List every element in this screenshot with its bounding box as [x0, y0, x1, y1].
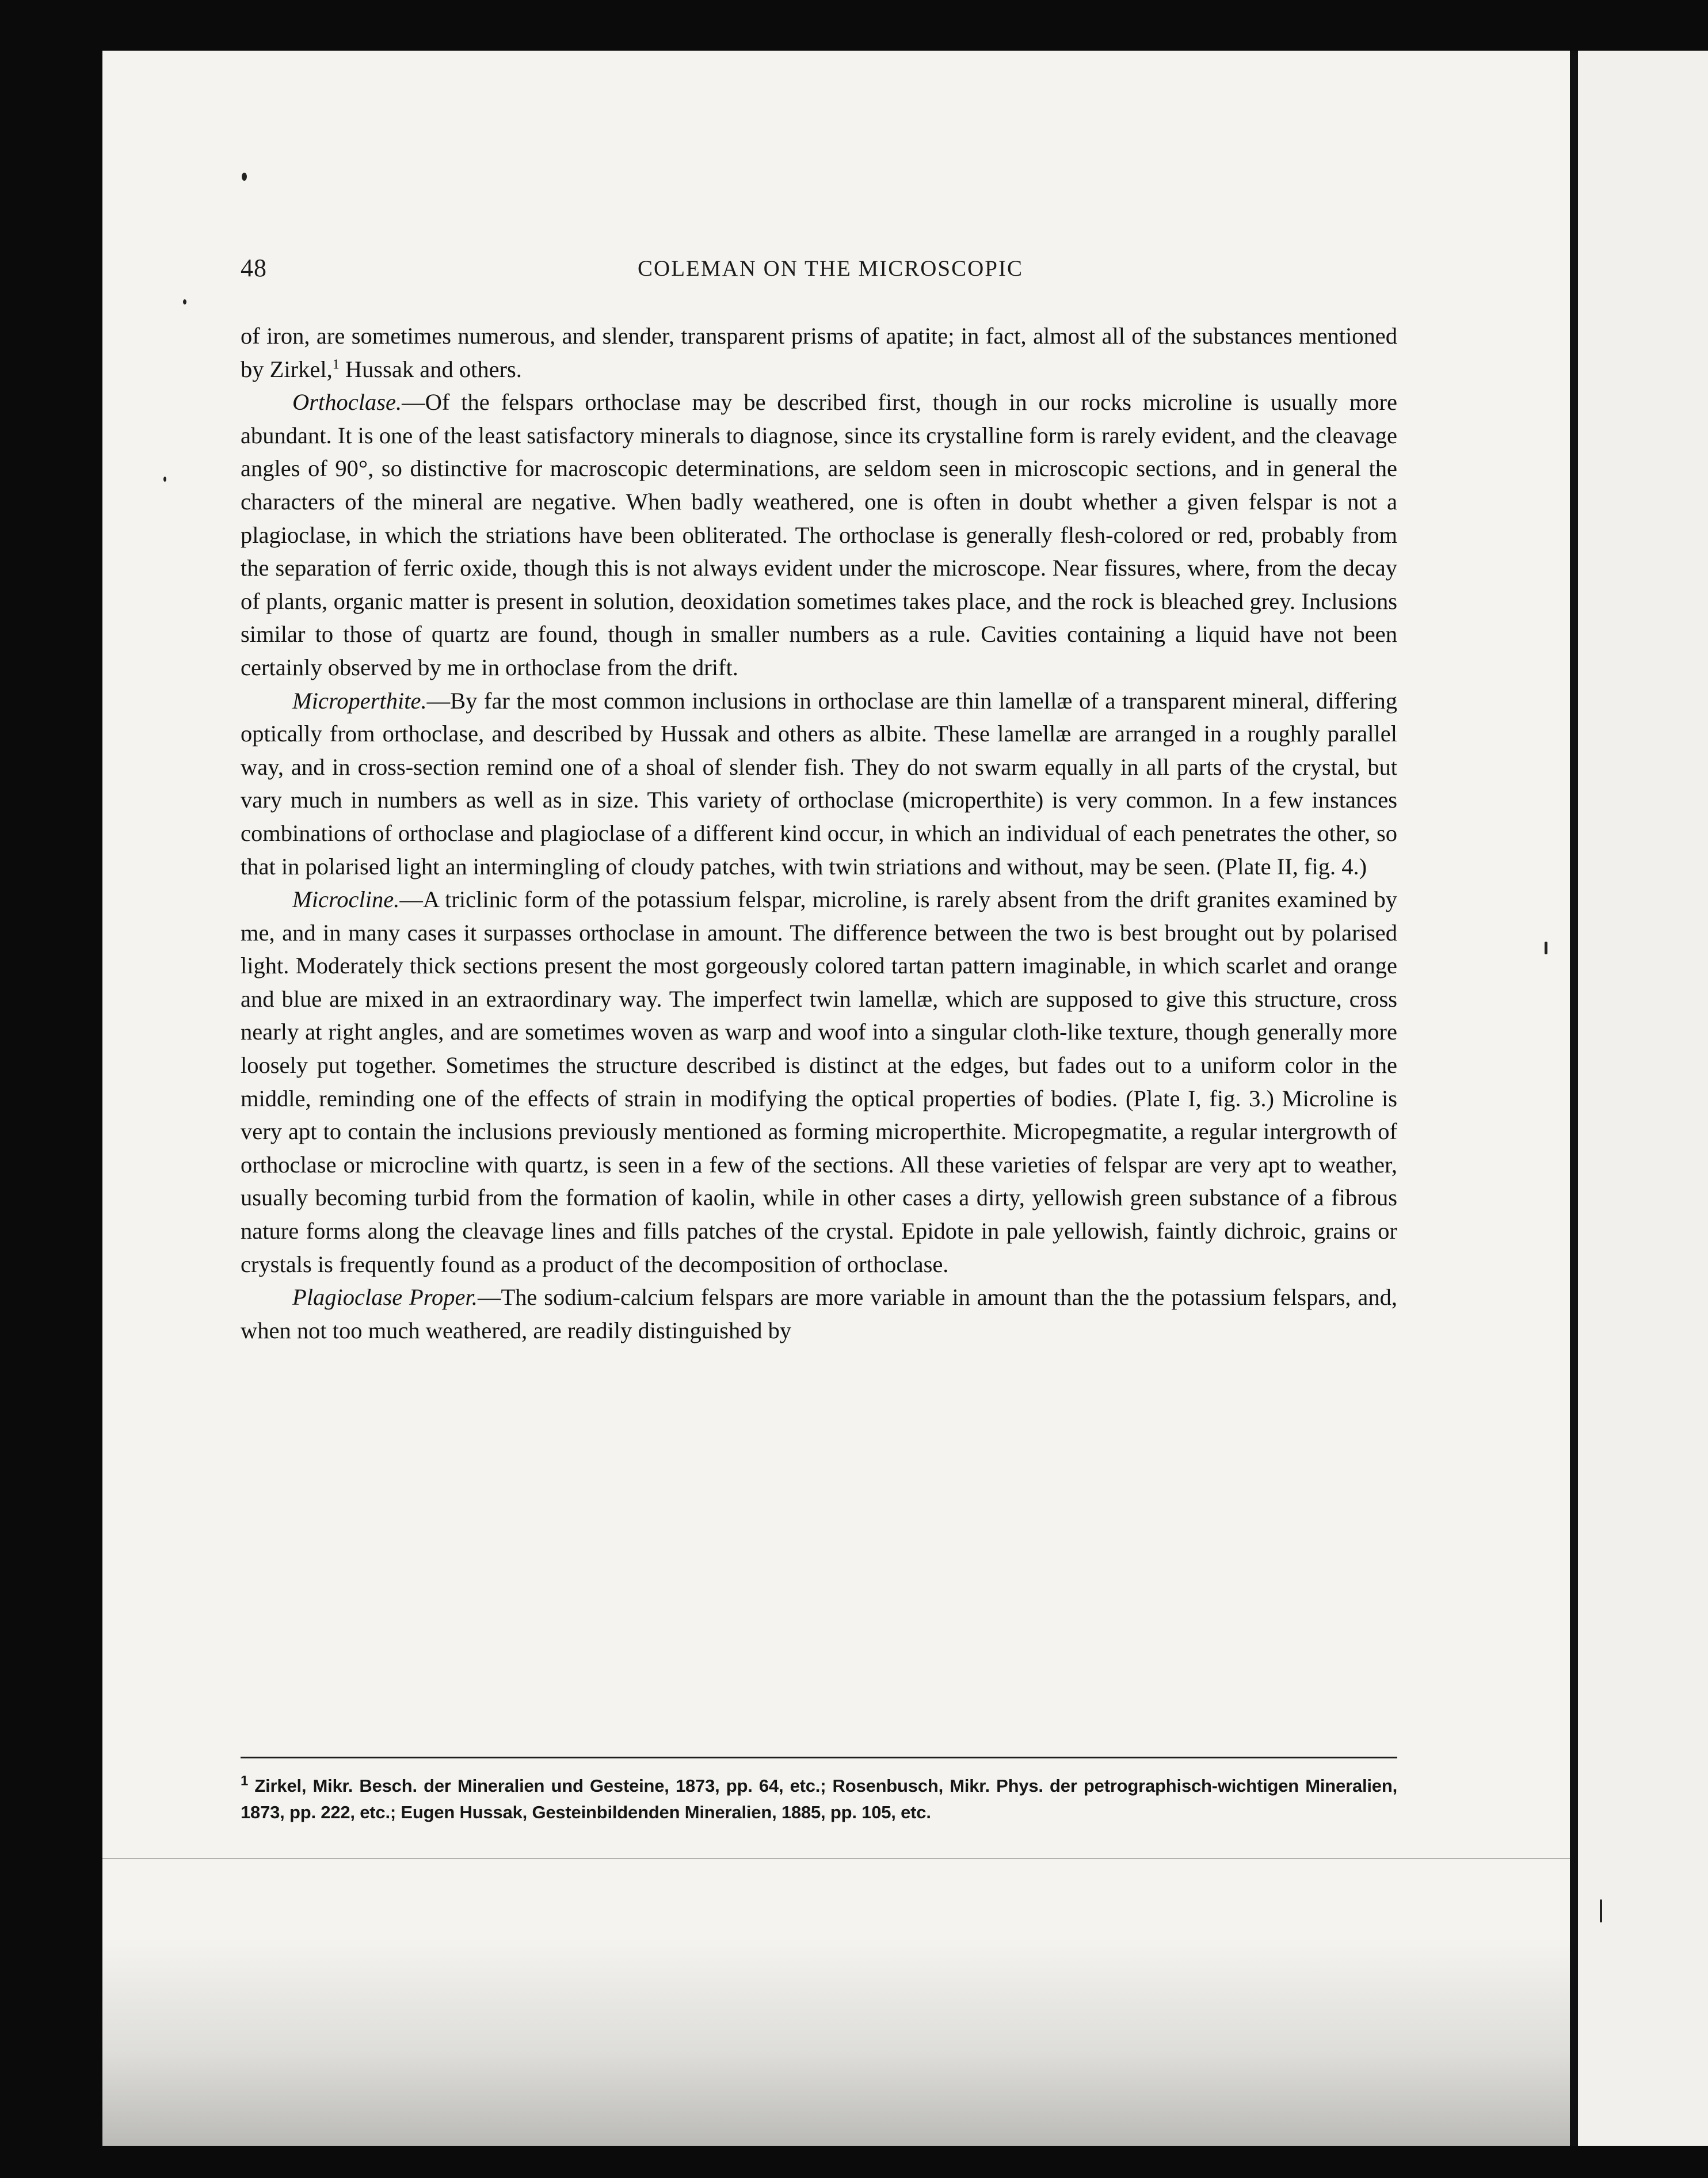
scan-speck	[242, 173, 247, 181]
facing-page-edge	[1578, 51, 1708, 2146]
footnote-text: Zirkel, Mikr. Besch. der Mineralien und Gesteine, 1873, pp. 64, etc.; Rosenbusch, Mikr. Phys. der petrographisch-wichtigen Mineralien, 1873, pp. 222, etc.; Eugen Hussak, Gesteinbildenden Mineralien, 1885, pp. 105, etc.	[241, 1776, 1397, 1822]
paragraph-text: —Of the felspars orthoclase may be described first, though in our rocks microline is usually more abundant. It is one of the least satisfactory minerals to diagnose, since its crystalline form is rarely evident, and the cleavage angles of 90°, so distinctive for macroscopic determinations, are seldom seen in microscopic sections, and in general the characters of the mineral are negative. When badly weathered, one is often in doubt whether a given felspar is not a plagioclase, in which the striations have been obliterated. The orthoclase is generally flesh-colored or red, probably from the separation of ferric oxide, though this is not always evident under the microscope. Near fissures, where, from the decay of plants, organic matter is present in solution, deoxidation sometimes takes place, and the rock is bleached grey. Inclusions similar to those of quartz are found, though in smaller numbers as a rule. Cavities containing a liquid have not been certainly observed by me in orthoclase from the drift.	[241, 389, 1397, 680]
scan-speck	[183, 299, 186, 304]
scan-speck	[163, 477, 166, 482]
paragraph-text: —A triclinic form of the potassium felspar, microline, is rarely absent from the drift granites examined by me, and in many cases it surpasses orthoclase in amount. The difference between the two is best brought out by polarised light. Moderately thick sections present the most gorgeously colored tartan pattern imaginable, in which scarlet and orange and blue are mixed in an extraordinary way. The imperfect twin lamellæ, which are supposed to give this structure, cross nearly at right angles, and are sometimes woven as warp and woof into a singular cloth-like texture, though generally more loosely put together. Sometimes the structure described is distinct at the edges, but fades out to a uniform color in the middle, reminding one of the effects of strain in modifying the optical properties of bodies. (Plate I, fig. 3.) Microline is very apt to contain the inclusions previously mentioned as forming microperthite. Micropegmatite, a regular intergrowth of orthoclase or microcline with quartz, is seen in a few of the sections. All these varieties of felspar are very apt to weather, usually becoming turbid from the formation of kaolin, while in other cases a dirty, yellowish green substance of a fibrous nature forms along the cleavage lines and fills patches of the crystal. Epidote in pale yellowish, faintly dichroic, grains or crystals is frequently found as a product of the decomposition of orthoclase.	[241, 886, 1397, 1277]
running-head: COLEMAN ON THE MICROSCOPIC	[638, 256, 1023, 281]
section-heading: Microcline.	[292, 886, 400, 913]
page-header	[241, 253, 1397, 294]
paragraph-microperthite	[241, 684, 1397, 884]
footnote-ref: 1	[332, 357, 340, 372]
page-number: 48	[241, 254, 267, 282]
footnote-rule	[241, 1757, 1397, 1758]
section-heading: Microperthite.	[292, 687, 427, 714]
body-text	[241, 319, 1397, 1347]
footnote-marker: 1	[241, 1773, 249, 1789]
paragraph-text: Hussak and others.	[339, 356, 522, 382]
footnote	[241, 1773, 1397, 1826]
paragraph-orthoclase	[241, 386, 1397, 684]
page-fold-line	[102, 1858, 1570, 1859]
section-heading: Orthoclase.	[292, 389, 402, 416]
paragraph-continued	[241, 319, 1397, 386]
paragraph-text: —By far the most common inclusions in orthoclase are thin lamellæ of a transparent mineral, differing optically from orthoclase, and described by Hussak and others as albite. These lamellæ are arranged in a roughly parallel way, and in cross-section remind one of a shoal of slender fish. They do not swarm equally in all parts of the crystal, but vary much in numbers as well as in size. This variety of orthoclase (microperthite) is very common. In a few instances combinations of orthoclase and plagioclase of a different kind occur, in which an individual of each penetrates the other, so that in polarised light an intermingling of cloudy patches, with twin striations and without, may be seen. (Plate II, fig. 4.)	[241, 687, 1397, 879]
paragraph-plagioclase	[241, 1281, 1397, 1347]
page-gutter	[1570, 51, 1578, 2146]
paragraph-text: —The sodium-calcium felspars are more variable in amount than the the potassium felspars, and, when not too much weathered, are readily distinguished by	[241, 1284, 1397, 1343]
scan-speck	[1545, 942, 1547, 954]
paragraph-text: of iron, are sometimes numerous, and slender, transparent prisms of apatite; in fact, almost all of the substances mentioned by Zirkel,	[241, 323, 1397, 382]
scan-speck	[1600, 1899, 1602, 1922]
section-heading: Plagioclase Proper.	[292, 1284, 478, 1311]
paragraph-microcline	[241, 883, 1397, 1281]
